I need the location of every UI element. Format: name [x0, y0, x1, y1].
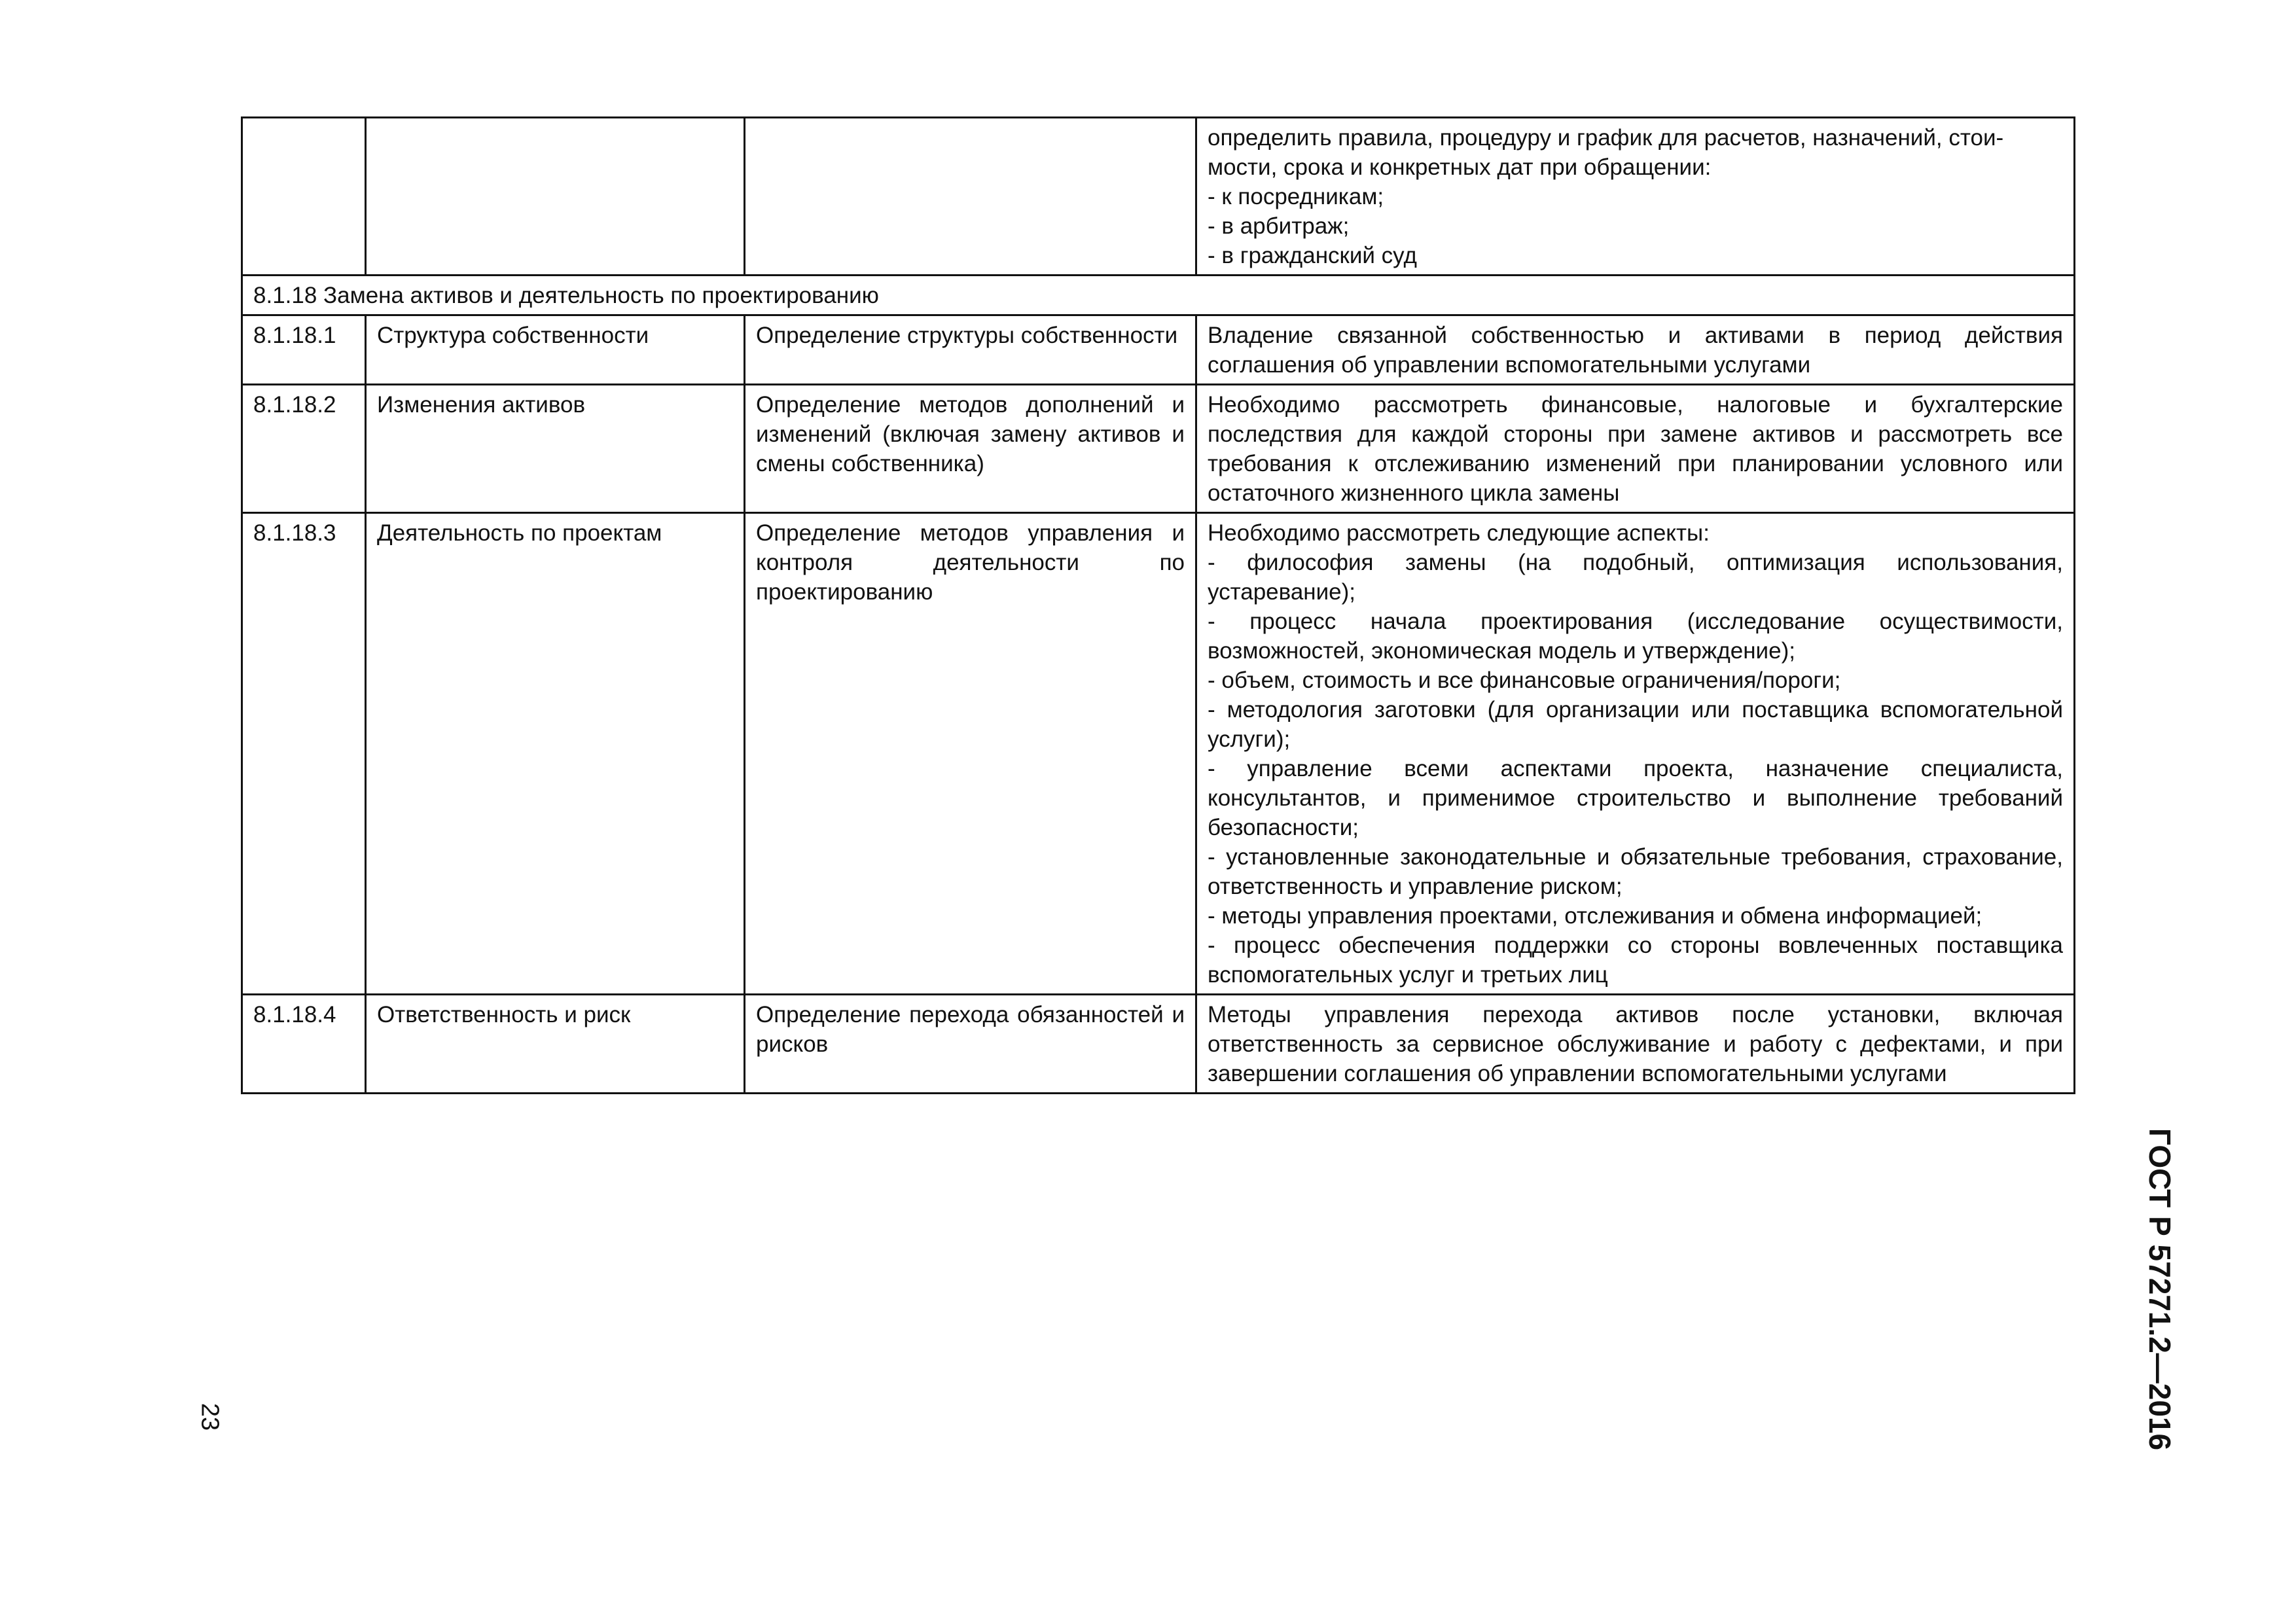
text-line: - объем, стоимость и все финансовые ограничения/пороги;	[1208, 668, 1841, 693]
text-line: - методы управления проектами, отслеживания и обмена информацией;	[1208, 903, 1982, 929]
empty-cell	[242, 118, 366, 276]
text-line: Владение связанной собственностью и активами в период действия соглашения об управлении вспомогательными услугами	[1208, 323, 2063, 378]
details-cell	[1196, 315, 2075, 385]
row-name: Изменения активов	[366, 385, 745, 513]
row-name: Структура собственности	[366, 315, 745, 385]
row-purpose: Определение методов дополнений и изменений (включая замену активов и смены собственника)	[745, 385, 1196, 513]
text-line: - в арбитраж;	[1208, 213, 1350, 239]
text-line: - процесс начала проектирования (исследование осуществимости, возможностей, экономическая модель и утверждение);	[1208, 609, 2063, 664]
table-row	[242, 995, 2075, 1094]
text-line: Необходимо рассмотреть следующие аспекты:	[1208, 520, 1710, 546]
requirements-table	[241, 116, 2075, 1094]
section-title: 8.1.18 Замена активов и деятельность по проектированию	[242, 276, 2075, 315]
row-name: Деятельность по проектам	[366, 513, 745, 995]
text-line: Необходимо рассмотреть финансовые, налоговые и бухгалтерские последствия для каждой стороны при замене активов и рассмотреть все требования к отслеживанию изменений при планировании условного или остаточного жизненного цикла замены	[1208, 392, 2063, 506]
page-number-label: 23	[196, 1402, 224, 1431]
text-line: - философия замены (на подобный, оптимизация использования, устаревание);	[1208, 550, 2063, 605]
text-line: - установленные законодательные и обязательные требования, страхование, ответственность и управление риском;	[1208, 844, 2063, 899]
text-line: - методология заготовки (для организации или поставщика вспомогательной услуги);	[1208, 697, 2063, 752]
table-row	[242, 118, 2075, 276]
empty-cell	[366, 118, 745, 276]
table-row	[242, 315, 2075, 385]
row-number: 8.1.18.4	[242, 995, 366, 1094]
section-row	[242, 276, 2075, 315]
row-name: Ответственность и риск	[366, 995, 745, 1094]
row-number: 8.1.18.1	[242, 315, 366, 385]
details-cell	[1196, 513, 2075, 995]
standard-label: ГОСТ Р 57271.2—2016	[2143, 1128, 2177, 1451]
text-line: - к посредникам;	[1208, 184, 1384, 209]
row-purpose: Определение перехода обязанностей и рисков	[745, 995, 1196, 1094]
row-purpose: Определение методов управления и контроля деятельности по проектированию	[745, 513, 1196, 995]
empty-cell	[745, 118, 1196, 276]
text-line: - управление всеми аспектами проекта, назначение специалиста, консультантов, и применимое строительство и выполнение требований безопасности;	[1208, 756, 2063, 840]
table-row	[242, 385, 2075, 513]
row-number: 8.1.18.3	[242, 513, 366, 995]
details-cell	[1196, 995, 2075, 1094]
details-cell	[1196, 118, 2075, 276]
table-row	[242, 513, 2075, 995]
text-line: - в гражданский суд	[1208, 243, 1417, 268]
standard-designation	[2121, 1128, 2199, 1451]
row-number: 8.1.18.2	[242, 385, 366, 513]
page-number	[190, 1387, 229, 1446]
text-line: - процесс обеспечения поддержки со стороны вовлеченных поставщика вспомогательных услуг и третьих лиц	[1208, 933, 2063, 988]
row-purpose: Определение структуры собственности	[745, 315, 1196, 385]
text-line: определить правила, процедуру и график для расчетов, назначений, стои-	[1208, 125, 2004, 151]
text-line: Методы управления перехода активов после установки, включая ответственность за сервисное обслуживание и работу с дефектами, и при завершении соглашения об управлении вспомогательными услугами	[1208, 1002, 2063, 1086]
details-cell	[1196, 385, 2075, 513]
text-line: мости, срока и конкретных дат при обращении:	[1208, 154, 1712, 180]
